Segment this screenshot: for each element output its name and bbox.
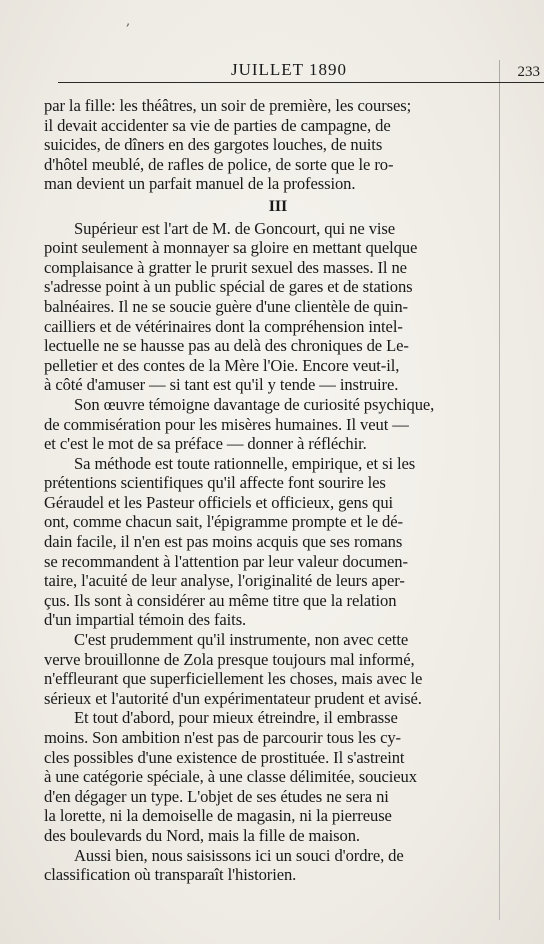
running-header [58,58,544,83]
text-line: des boulevards du Nord, mais la fille de maison. [44,825,360,845]
text-line: sérieux et l'autorité d'un expérimentateur prudent et avisé. [44,688,422,708]
text-line: Aussi bien, nous saisissons ici un souci d'ordre, de [74,845,404,865]
text-line: cles possibles d'une existence de prostituée. Il s'astreint [44,747,405,767]
text-line: d'hôtel meublé, de rafles de police, de sorte que le ro- [44,154,394,174]
text-line: Et tout d'abord, pour mieux étreindre, il embrasse [74,708,398,728]
text-line: Géraudel et les Pasteur officiels et officieux, gens qui [44,492,394,512]
text-line: balnéaires. Il ne se soucie guère d'une clientèle de quin- [44,296,408,316]
text-line: dain facile, il n'en est pas moins acquis que ses romans [44,532,403,552]
text-line: la lorette, ni la demoiselle de magasin, ni la pierreuse [44,806,392,826]
text-line: Supérieur est l'art de M. de Goncourt, qui ne vise [74,218,396,238]
text-line: à côté d'amuser — si tant est qu'il y tende — instruire. [44,375,399,395]
text-line: et c'est le mot de sa préface — donner à réfléchir. [44,434,367,454]
text-line: n'effleurant que superficiellement les choses, mais avec le [44,669,423,689]
text-line: prétentions scientifiques qu'il affecte font sourire les [44,473,386,493]
text-line: de commisération pour les misères humaines. Il veut — [44,414,409,434]
text-line: cailliers et de vétérinaires dont la compréhension intel- [44,316,403,336]
text-line: par la fille: les théâtres, un soir de première, les courses; [44,96,412,115]
text-line: complaisance à gratter le prurit sexuel des masses. Il ne [44,257,407,277]
page-body [44,96,512,885]
text-line: d'un impartial témoin des faits. [44,610,247,630]
text-line: point seulement à monnayer sa gloire en mettant quelque [44,238,418,258]
text-line: C'est prudemment qu'il instrumente, non avec cette [74,630,409,650]
text-line: pelletier et des contes de la Mère l'Oie. Encore veut-il, [44,355,400,375]
text-line: s'adresse point à un public spécial de gares et de stations [44,277,413,297]
text-line: Sa méthode est toute rationnelle, empirique, et si les [74,453,416,473]
text-line: man devient un parfait manuel de la profession. [44,174,356,194]
text-line: se recommandent à l'attention par leur valeur documen- [44,551,408,571]
page-number: 233 [517,64,540,80]
text-line: d'en dégager un type. L'objet de ses études ne sera ni [44,786,389,806]
text-line: lectuelle ne se hausse pas au delà des chroniques de Le- [44,336,409,356]
text-line: suicides, de dîners en des gargotes louches, de nuits [44,135,383,155]
text-line: verve brouillonne de Zola presque toujours mal informé, [44,649,415,669]
text-line: classification où transparaît l'historien. [44,865,297,885]
running-title: JUILLET 1890 [230,60,348,79]
text-line: çus. Ils sont à considérer au même titre que la relation [44,590,397,610]
text-line: ont, comme chacun sait, l'épigramme prompte et le dé- [44,512,403,532]
speck-mark: , [126,14,131,29]
text-line: moins. Son ambition n'est pas de parcourir tous les cy- [44,728,401,747]
text-line: Son œuvre témoigne davantage de curiosité psychique, [74,394,435,414]
text-line: à une catégorie spéciale, à une classe délimitée, soucieux [44,767,417,787]
text-line: il devait accidenter sa vie de parties de campagne, de [44,115,391,135]
section-heading: III [268,197,288,215]
text-line: taire, l'acuité de leur analyse, l'originalité de leurs aper- [44,571,405,591]
